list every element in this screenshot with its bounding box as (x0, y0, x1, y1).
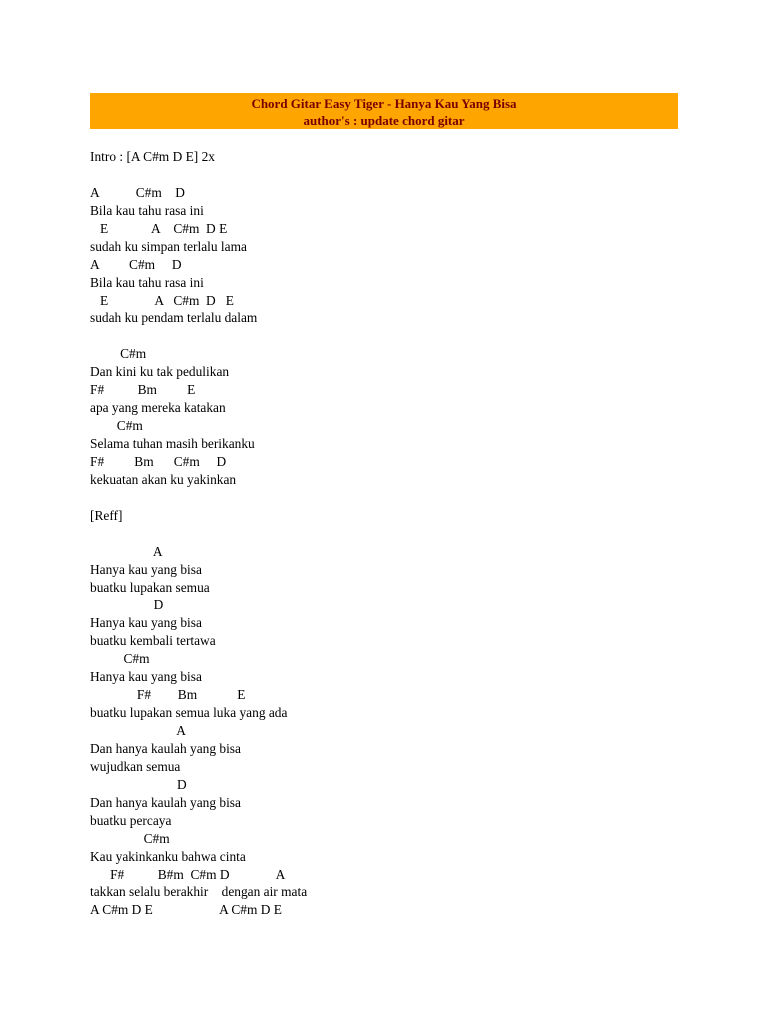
lyric-line: D (90, 597, 164, 613)
lyric-line: [Reff] (90, 507, 123, 523)
lyric-line: F# Bm E (90, 687, 246, 703)
song-title: Chord Gitar Easy Tiger - Hanya Kau Yang Bisa (251, 96, 517, 111)
lyric-line: takkan selalu berakhir dengan air mata (90, 884, 308, 900)
lyric-line: buatku lupakan semua luka yang ada (90, 705, 288, 721)
lyric-line: Intro : [A C#m D E] 2x (90, 149, 215, 164)
lyric-line: Selama tuhan masih berikanku (90, 436, 255, 451)
lyric-line: Dan hanya kaulah yang bisa (90, 794, 241, 810)
lyrics-chords-body (90, 148, 690, 919)
lyric-line: buatku lupakan semua (90, 579, 210, 595)
lyric-line: Dan kini ku tak pedulikan (90, 364, 230, 380)
lyric-line: wujudkan semua (90, 758, 181, 774)
lyric-line: sudah ku simpan terlalu lama (90, 238, 247, 254)
lyric-line: A C#m D (90, 184, 185, 200)
lyric-line: E A C#m D E (90, 292, 234, 308)
lyric-line: C#m (90, 418, 143, 434)
blank-line (90, 525, 690, 543)
lyric-line: C#m (90, 830, 170, 846)
lyric-line: Hanya kau yang bisa (90, 561, 202, 577)
lyric-line: F# B#m C#m D A (90, 866, 286, 882)
lyric-line: buatku percaya (90, 812, 172, 828)
lyric-line: sudah ku pendam terlalu dalam (90, 310, 258, 326)
lyric-line: Bila kau tahu rasa ini (90, 202, 204, 218)
lyric-line: F# Bm C#m D (90, 453, 227, 469)
lyric-line: F# Bm E (90, 382, 196, 398)
author-line: author's : update chord gitar (303, 113, 465, 128)
lyric-line: A (90, 543, 163, 559)
lyric-line: Hanya kau yang bisa (90, 615, 202, 631)
lyric-line: D (90, 776, 187, 792)
lyric-line: C#m (90, 651, 150, 667)
blank-line (90, 327, 690, 345)
lyric-line: kekuatan akan ku yakinkan (90, 471, 237, 487)
lyric-line: C#m (90, 346, 147, 362)
lyric-line: Bila kau tahu rasa ini (90, 274, 204, 290)
lyric-line: A C#m D E A C#m D E (90, 902, 282, 918)
lyric-line: A (90, 723, 186, 738)
lyric-line: E A C#m D E (90, 220, 228, 236)
blank-line (90, 166, 690, 184)
lyric-line: Dan hanya kaulah yang bisa (90, 740, 241, 756)
blank-line (90, 489, 690, 507)
lyric-line: buatku kembali tertawa (90, 633, 216, 649)
lyric-line: Kau yakinkanku bahwa cinta (90, 848, 246, 864)
song-title-banner (90, 93, 678, 129)
lyric-line: Hanya kau yang bisa (90, 669, 202, 685)
lyric-line: A C#m D (90, 256, 182, 272)
lyric-line: apa yang mereka katakan (90, 400, 226, 416)
